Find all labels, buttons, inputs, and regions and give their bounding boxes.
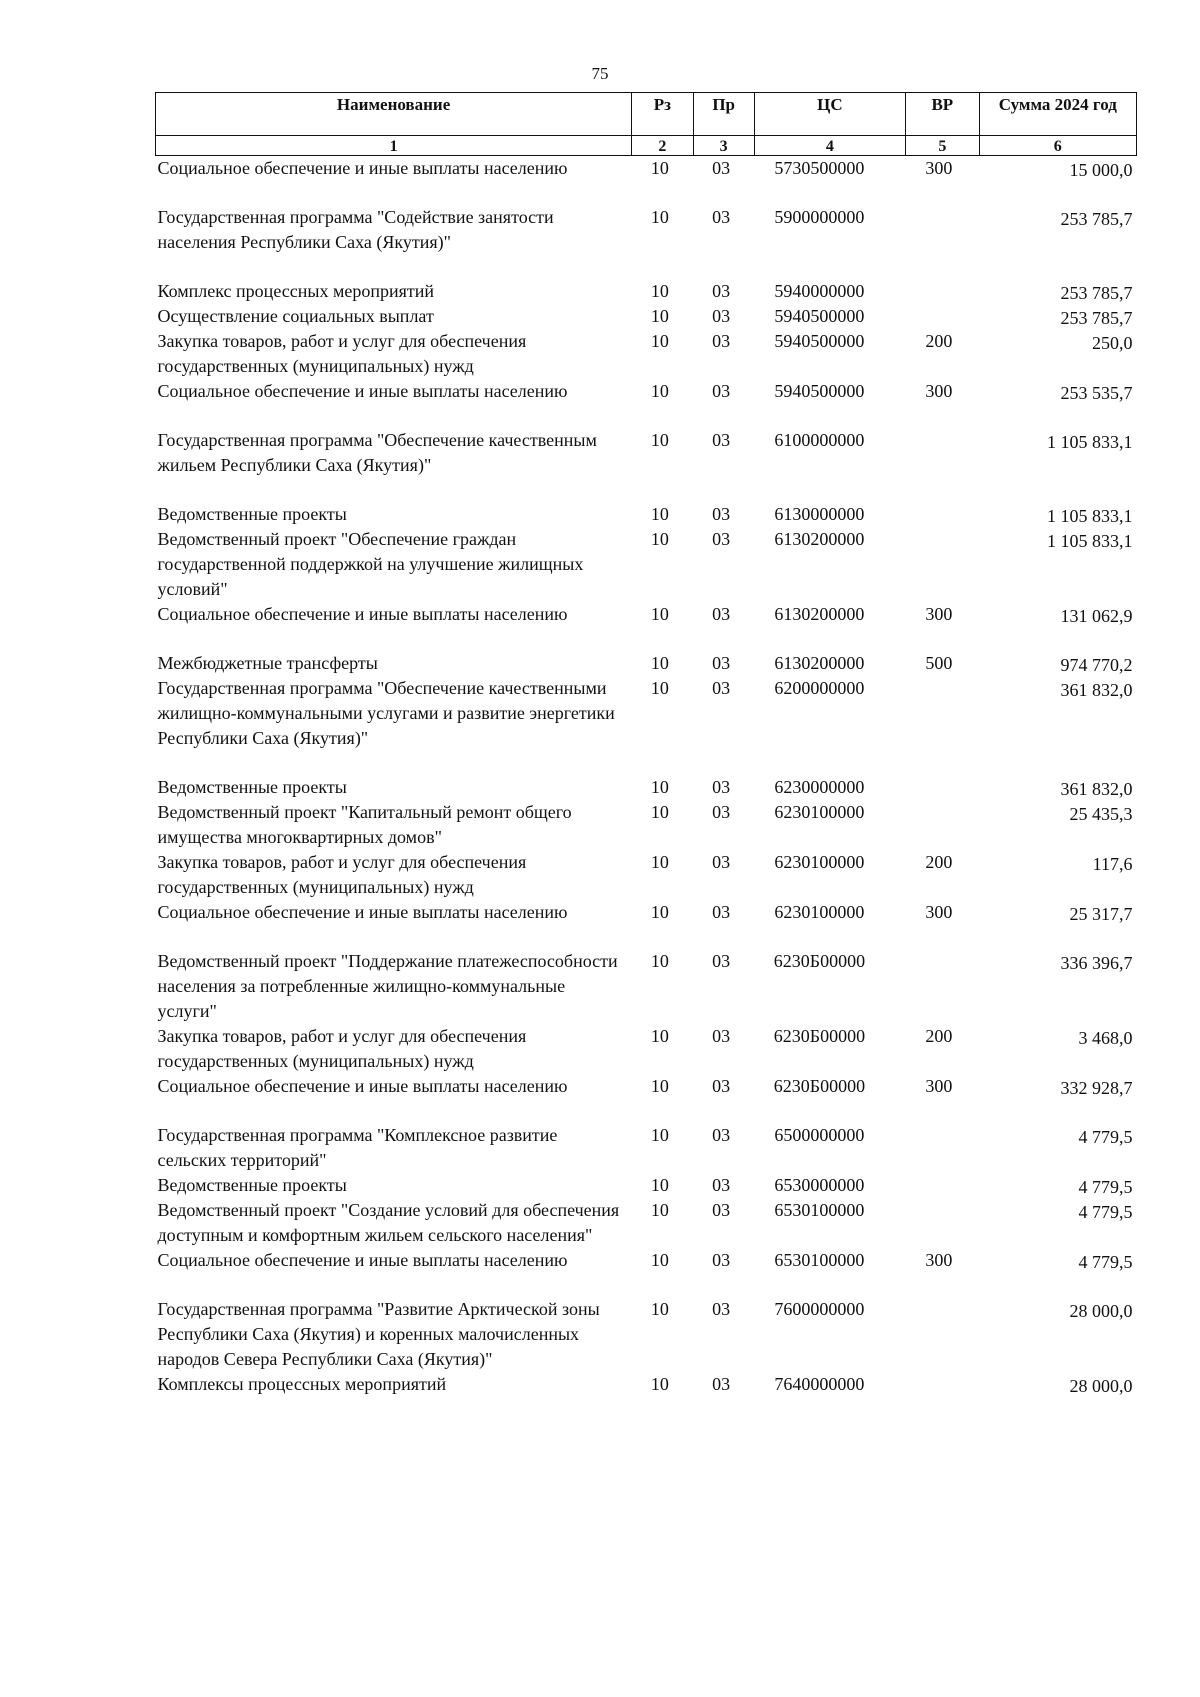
cell-rz: 10 [650,678,669,698]
cell-cs: 6230000000 [774,777,865,797]
cell-sum [979,1099,1136,1173]
amount-value: 25 317,7 [1069,904,1133,924]
cell-name: Социальное обеспечение и иные выплаты населению [157,381,568,401]
table-row [156,478,1137,527]
cell-vr [906,676,980,751]
cell-pr: 03 [712,802,731,822]
cell-name: Государственная программа "Комплексное развитие сельских территорий" [157,1125,558,1170]
table-row [156,255,1137,304]
cell-pr: 03 [712,1175,731,1195]
cell-cs: 6130200000 [774,653,865,673]
table-row [156,900,1137,925]
table-row [156,751,1137,800]
amount-value: 253 785,7 [1060,308,1133,328]
cell-cs: 5730500000 [774,158,865,178]
cell-sum [979,1173,1136,1198]
table-row [156,800,1137,850]
table-row [156,527,1137,602]
cell-pr: 03 [712,1250,731,1270]
cell-rz: 10 [650,504,669,524]
amount-value: 336 396,7 [1060,953,1133,973]
amount-value: 4 779,5 [1078,1202,1133,1222]
cell-cs: 7640000000 [774,1374,865,1394]
table-row [156,925,1137,1024]
column-number: 1 [156,136,632,156]
cell-pr: 03 [712,1374,731,1394]
cell-cs: 7600000000 [774,1299,865,1319]
cell-rz: 10 [650,1026,669,1046]
cell-pr: 03 [712,281,731,301]
cell-vr [906,925,980,1024]
budget-table [155,92,1137,1397]
cell-pr: 03 [712,852,731,872]
cell-cs: 6100000000 [774,430,865,450]
column-number: 3 [693,136,754,156]
cell-name: Государственная программа "Обеспечение качественным жильем Республики Саха (Якутия)" [157,430,597,475]
cell-sum [979,602,1136,627]
table-row [156,181,1137,255]
cell-vr: 200 [925,1026,953,1046]
table-body [156,156,1137,1398]
table-row [156,156,1137,182]
table-row [156,404,1137,478]
cell-rz: 10 [650,951,669,971]
cell-name: Закупка товаров, работ и услуг для обеспечения государственных (муниципальных) нужд [157,1026,527,1071]
cell-vr [906,751,980,800]
cell-cs: 6230Б00000 [773,1076,866,1096]
amount-value: 253 785,7 [1060,209,1133,229]
cell-vr [906,255,980,304]
cell-pr: 03 [712,777,731,797]
cell-vr: 200 [925,331,953,351]
cell-vr [906,404,980,478]
cell-sum [979,1024,1136,1074]
cell-sum [979,1273,1136,1372]
table-row [156,1372,1137,1397]
cell-cs: 6530100000 [774,1200,865,1220]
cell-rz: 10 [650,1076,669,1096]
table-row [156,1099,1137,1173]
table-row [156,379,1137,404]
cell-sum [979,1372,1136,1397]
amount-value: 25 435,3 [1069,804,1133,824]
cell-vr: 200 [925,852,953,872]
cell-sum [979,404,1136,478]
cell-cs: 6230100000 [774,852,865,872]
cell-sum [979,627,1136,676]
cell-vr [906,527,980,602]
cell-cs: 5940500000 [774,331,865,351]
amount-value: 28 000,0 [1069,1376,1133,1396]
cell-pr: 03 [712,331,731,351]
table-row [156,1198,1137,1248]
cell-rz: 10 [650,1175,669,1195]
amount-value: 250,0 [1092,333,1133,353]
cell-cs: 5940000000 [774,281,865,301]
cell-name: Государственная программа "Обеспечение качественными жилищно-коммунальными услугами и развитие энергетики Республики Саха (Якутия)" [157,678,615,748]
cell-rz: 10 [650,281,669,301]
header-row [156,93,1137,136]
header-vr: ВР [906,93,980,136]
amount-value: 361 832,0 [1060,680,1133,700]
table-row [156,329,1137,379]
cell-name: Ведомственные проекты [157,504,347,524]
cell-sum [979,925,1136,1024]
table-row [156,1273,1137,1372]
cell-cs: 6130200000 [774,529,865,549]
cell-rz: 10 [650,604,669,624]
cell-name: Социальное обеспечение и иные выплаты населению [157,158,568,178]
cell-rz: 10 [650,430,669,450]
header-cs: ЦС [754,93,905,136]
cell-cs: 5940500000 [774,381,865,401]
cell-vr: 300 [925,1076,953,1096]
cell-vr [906,1198,980,1248]
cell-rz: 10 [650,1299,669,1319]
amount-value: 3 468,0 [1078,1028,1133,1048]
cell-name: Государственная программа "Развитие Арктической зоны Республики Саха (Якутия) и коренных малочисленных народов Севера Республики Саха (Якутия)" [157,1299,600,1369]
cell-rz: 10 [650,306,669,326]
cell-cs: 5900000000 [774,207,865,227]
cell-name: Закупка товаров, работ и услуг для обеспечения государственных (муниципальных) нужд [157,852,527,897]
cell-name: Комплексы процессных мероприятий [157,1374,447,1394]
cell-sum [979,1248,1136,1273]
table-row [156,627,1137,676]
table-row [156,602,1137,627]
cell-pr: 03 [712,951,731,971]
cell-name: Ведомственные проекты [157,1175,347,1195]
amount-value: 28 000,0 [1069,1301,1133,1321]
cell-cs: 6230100000 [774,902,865,922]
amount-value: 131 062,9 [1060,606,1133,626]
cell-cs: 6230Б00000 [773,951,866,971]
cell-name: Комплекс процессных мероприятий [157,281,435,301]
cell-vr: 300 [925,604,953,624]
cell-rz: 10 [650,158,669,178]
cell-cs: 6530000000 [774,1175,865,1195]
cell-name: Социальное обеспечение и иные выплаты населению [157,1076,568,1096]
cell-vr [906,304,980,329]
cell-name: Закупка товаров, работ и услуг для обеспечения государственных (муниципальных) нужд [157,331,527,376]
cell-name: Социальное обеспечение и иные выплаты населению [157,1250,568,1270]
cell-cs: 6130200000 [774,604,865,624]
cell-vr [906,1173,980,1198]
cell-name: Ведомственный проект "Поддержание платежеспособности населения за потребленные жилищно-коммунальные услуги" [157,951,618,1021]
cell-rz: 10 [650,207,669,227]
cell-rz: 10 [650,529,669,549]
cell-pr: 03 [712,1299,731,1319]
cell-sum [979,900,1136,925]
cell-cs: 6500000000 [774,1125,865,1145]
cell-rz: 10 [650,381,669,401]
cell-name: Межбюджетные трансферты [157,653,378,673]
cell-sum [979,751,1136,800]
cell-vr: 300 [925,158,953,178]
amount-value: 15 000,0 [1069,160,1133,180]
amount-value: 4 779,5 [1078,1177,1133,1197]
header-name: Наименование [156,93,632,136]
cell-rz: 10 [650,1374,669,1394]
cell-sum [979,850,1136,900]
amount-value: 974 770,2 [1060,655,1133,675]
cell-vr [906,1099,980,1173]
header-rz: Рз [632,93,693,136]
table-row [156,1024,1137,1074]
cell-name: Ведомственные проекты [157,777,347,797]
cell-cs: 6230100000 [774,802,865,822]
cell-sum [979,527,1136,602]
amount-value: 253 785,7 [1060,283,1133,303]
header-sum: Сумма 2024 год [979,93,1136,136]
cell-cs: 6200000000 [774,678,865,698]
column-number: 4 [754,136,905,156]
cell-pr: 03 [712,207,731,227]
cell-rz: 10 [650,331,669,351]
cell-pr: 03 [712,678,731,698]
cell-vr: 300 [925,381,953,401]
cell-rz: 10 [650,1250,669,1270]
header-pr: Пр [693,93,754,136]
cell-sum [979,379,1136,404]
amount-value: 1 105 833,1 [1047,531,1133,551]
cell-rz: 10 [650,1125,669,1145]
cell-sum [979,255,1136,304]
cell-pr: 03 [712,902,731,922]
amount-value: 4 779,5 [1078,1252,1133,1272]
cell-pr: 03 [712,430,731,450]
cell-pr: 03 [712,504,731,524]
cell-cs: 6230Б00000 [773,1026,866,1046]
amount-value: 117,6 [1092,854,1133,874]
cell-sum [979,304,1136,329]
column-number-row [156,136,1137,156]
cell-vr [906,478,980,527]
table-row [156,1074,1137,1099]
cell-vr: 500 [925,653,953,673]
table-header [156,93,1137,156]
cell-name: Государственная программа "Содействие занятости населения Республики Саха (Якутия)" [157,207,554,252]
cell-sum [979,478,1136,527]
cell-cs: 6130000000 [774,504,865,524]
cell-rz: 10 [650,802,669,822]
cell-vr [906,181,980,255]
cell-vr: 300 [925,1250,953,1270]
cell-pr: 03 [712,381,731,401]
cell-pr: 03 [712,306,731,326]
cell-pr: 03 [712,1125,731,1145]
cell-name: Ведомственный проект "Создание условий для обеспечения доступным и комфортным жильем сельского населения" [157,1200,620,1245]
table-row [156,1248,1137,1273]
amount-value: 4 779,5 [1078,1127,1133,1147]
cell-sum [979,181,1136,255]
cell-pr: 03 [712,1026,731,1046]
cell-pr: 03 [712,1076,731,1096]
amount-value: 253 535,7 [1060,383,1133,403]
amount-value: 361 832,0 [1060,779,1133,799]
cell-rz: 10 [650,653,669,673]
cell-pr: 03 [712,529,731,549]
cell-pr: 03 [712,1200,731,1220]
cell-sum [979,1198,1136,1248]
cell-cs: 5940500000 [774,306,865,326]
cell-pr: 03 [712,158,731,178]
cell-vr [906,1372,980,1397]
cell-pr: 03 [712,604,731,624]
cell-name: Осуществление социальных выплат [157,306,434,326]
cell-rz: 10 [650,777,669,797]
cell-sum [979,329,1136,379]
cell-name: Ведомственный проект "Обеспечение граждан государственной поддержкой на улучшение жилищных условий" [157,529,584,599]
amount-value: 1 105 833,1 [1047,506,1133,526]
column-number: 2 [632,136,693,156]
amount-value: 332 928,7 [1060,1078,1133,1098]
page-number: 75 [591,64,609,83]
cell-rz: 10 [650,1200,669,1220]
table-row [156,676,1137,751]
column-number: 5 [906,136,980,156]
cell-sum [979,156,1136,182]
cell-sum [979,676,1136,751]
table-row [156,1173,1137,1198]
cell-vr [906,800,980,850]
cell-rz: 10 [650,852,669,872]
cell-pr: 03 [712,653,731,673]
cell-cs: 6530100000 [774,1250,865,1270]
cell-vr: 300 [925,902,953,922]
cell-name: Социальное обеспечение и иные выплаты населению [157,902,568,922]
column-number: 6 [979,136,1136,156]
cell-sum [979,800,1136,850]
cell-sum [979,1074,1136,1099]
cell-vr [906,1273,980,1372]
amount-value: 1 105 833,1 [1047,432,1133,452]
cell-name: Ведомственный проект "Капитальный ремонт общего имущества многоквартирных домов" [157,802,572,847]
table-row [156,304,1137,329]
cell-name: Социальное обеспечение и иные выплаты населению [157,604,568,624]
cell-rz: 10 [650,902,669,922]
table-row [156,850,1137,900]
